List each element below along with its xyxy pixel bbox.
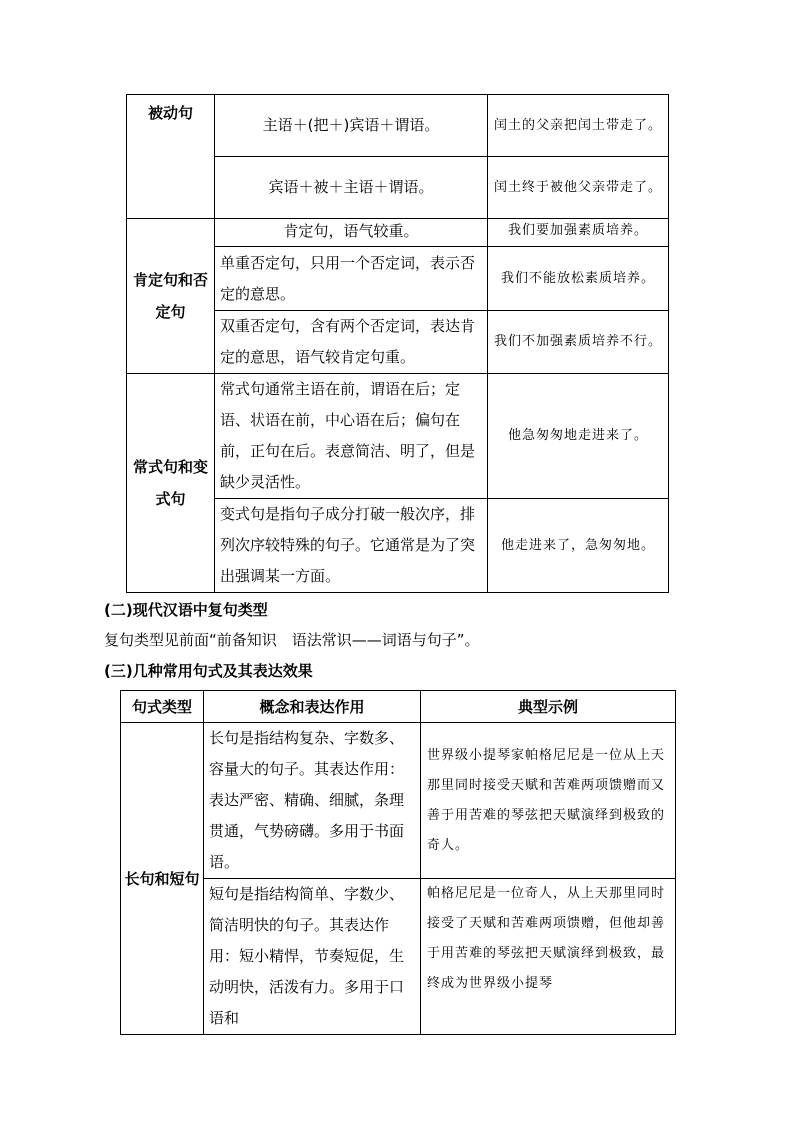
category-affirmative-negative: 肯定句和否定句 bbox=[127, 219, 215, 374]
description-cell: 双重否定句，含有两个否定词，表达肯定的意思，语气较肯定句重。 bbox=[215, 311, 488, 374]
example-cell: 闰土的父亲把闰土带走了。 bbox=[488, 95, 669, 157]
header-example: 典型示例 bbox=[421, 691, 676, 723]
example-cell: 帕格尼尼是一位奇人，从上天那里同时接受了天赋和苦难两项馈赠，但他却善于用苦难的琴弦把天赋演绎到极致，最终成为世界级小提琴 bbox=[421, 879, 676, 1035]
description-cell: 短句是指结构简单、字数少、简洁明快的句子。其表达作用：短小精悍，节奏短促，生动明快，活泼有力。多用于口语和 bbox=[204, 879, 421, 1035]
description-cell: 长句是指结构复杂、字数多、容量大的句子。其表达作用：表达严密、精确、细腻，条理贯通，气势磅礴。多用于书面语。 bbox=[204, 723, 421, 879]
description-cell: 宾语＋被＋主语＋谓语。 bbox=[215, 157, 488, 219]
category-normal-inverted: 常式句和变式句 bbox=[127, 374, 215, 593]
description-cell: 肯定句，语气较重。 bbox=[215, 219, 488, 247]
category-passive: 被动句 bbox=[127, 95, 215, 219]
sentence-type-table-1 bbox=[126, 94, 669, 593]
example-cell: 闰土终于被他父亲带走了。 bbox=[488, 157, 669, 219]
description-cell: 变式句是指句子成分打破一般次序，排列次序较特殊的句子。它通常是为了突出强调某一方面。 bbox=[215, 499, 488, 593]
header-sentence-type: 句式类型 bbox=[121, 691, 204, 723]
example-cell: 我们不加强素质培养不行。 bbox=[488, 311, 669, 374]
section-heading-complex-sentences: (二)现代汉语中复句类型 bbox=[104, 601, 268, 619]
example-cell: 我们不能放松素质培养。 bbox=[488, 247, 669, 311]
example-cell: 他急匆匆地走进来了。 bbox=[488, 374, 669, 499]
description-cell: 主语＋(把＋)宾语＋谓语。 bbox=[215, 95, 488, 157]
sentence-type-table-2 bbox=[120, 690, 676, 1035]
category-long-short: 长句和短句 bbox=[121, 723, 204, 1035]
example-cell: 我们要加强素质培养。 bbox=[488, 219, 669, 247]
header-concept: 概念和表达作用 bbox=[204, 691, 421, 723]
description-cell: 常式句通常主语在前，谓语在后；定语、状语在前，中心语在后；偏句在前，正句在后。表意简洁、明了，但是缺少灵活性。 bbox=[215, 374, 488, 499]
example-cell: 他走进来了，急匆匆地。 bbox=[488, 499, 669, 593]
description-cell: 单重否定句，只用一个否定词，表示否定的意思。 bbox=[215, 247, 488, 311]
section-heading-common-sentences: (三)几种常用句式及其表达效果 bbox=[104, 662, 313, 680]
section-paragraph: 复句类型见前面“前备知识 语法常识——词语与句子”。 bbox=[104, 631, 480, 649]
example-cell: 世界级小提琴家帕格尼尼是一位从上天那里同时接受天赋和苦难两项馈赠而又善于用苦难的琴弦把天赋演绎到极致的奇人。 bbox=[421, 723, 676, 879]
